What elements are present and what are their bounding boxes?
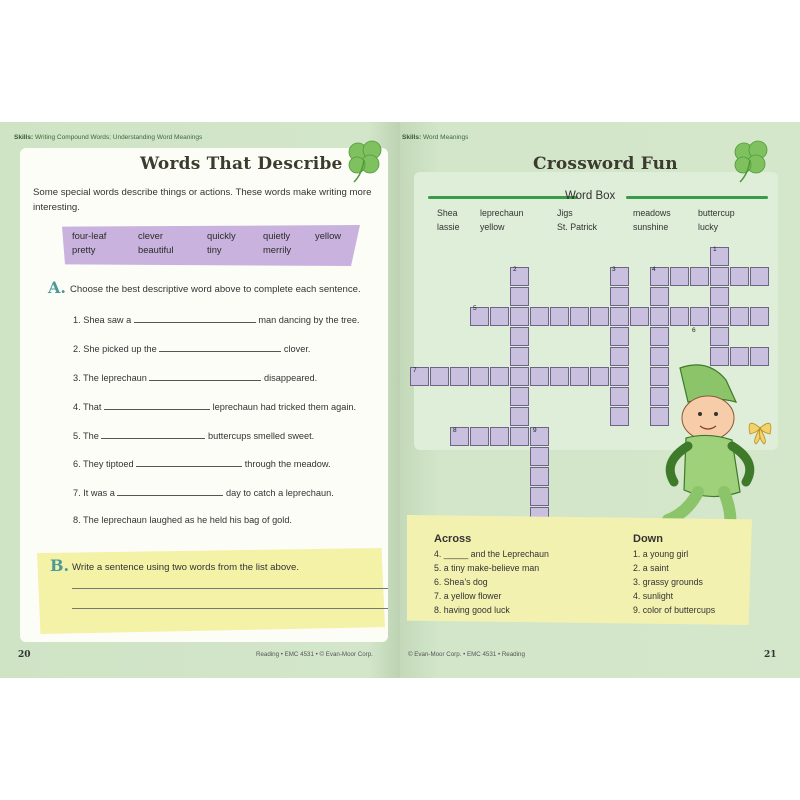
crossword-cell[interactable] [710, 327, 729, 346]
page-title-left: Words That Describe [140, 154, 343, 174]
writing-area-highlight [37, 548, 385, 634]
workbook-spread [0, 122, 800, 678]
word-box-title: Word Box [565, 190, 616, 202]
crossword-cell[interactable] [510, 407, 529, 426]
crossword-cell[interactable] [590, 367, 609, 386]
crossword-cell[interactable] [610, 367, 629, 386]
crossword-cell[interactable] [630, 307, 649, 326]
word-box-word: Jigs [557, 208, 573, 218]
down-clue: 2. a saint [633, 563, 669, 573]
crossword-cell[interactable] [710, 307, 729, 326]
crossword-cell[interactable] [730, 307, 749, 326]
sentence-8: 8. The leprechaun laughed as he held his bag of gold. [73, 515, 292, 525]
crossword-cell[interactable] [530, 307, 549, 326]
sentence-5: 5. The buttercups smelled sweet. [73, 431, 315, 441]
word-bank-word: clever [138, 230, 164, 241]
word-bank-word: yellow [315, 230, 342, 241]
right-skills-line: Skills: Word Meanings [402, 134, 469, 141]
intro-text: Some special words describe things or actions. These words make writing more interesting. [33, 187, 372, 213]
crossword-cell[interactable] [470, 427, 489, 446]
crossword-cell[interactable] [650, 327, 669, 346]
right-page [400, 122, 800, 678]
crossword-cell[interactable] [690, 267, 709, 286]
section-a-letter: A. [48, 278, 66, 297]
crossword-cell[interactable] [730, 267, 749, 286]
across-clue: 4. _____ and the Leprechaun [434, 549, 549, 559]
word-bank-word: tiny [207, 244, 222, 255]
word-box-word: St. Patrick [557, 222, 598, 232]
answer-blank[interactable] [104, 400, 210, 410]
crossword-cell[interactable] [750, 267, 769, 286]
page-number-right: 21 [764, 650, 777, 660]
answer-blank[interactable] [149, 371, 261, 381]
crossword-cell[interactable] [510, 347, 529, 366]
word-box-word: buttercup [698, 208, 735, 218]
crossword-cell[interactable] [610, 287, 629, 306]
crossword-cell[interactable] [710, 267, 729, 286]
crossword-cell[interactable] [710, 287, 729, 306]
section-b-instruction: Write a sentence using two words from the list above. [72, 562, 299, 573]
word-bank-word: merrily [263, 244, 292, 255]
sentence-1: 1. Shea saw a man dancing by the tree. [73, 315, 360, 325]
crossword-cell[interactable] [610, 307, 629, 326]
crossword-cell[interactable] [690, 307, 709, 326]
down-clue: 9. color of buttercups [633, 605, 716, 615]
word-bank-word: beautiful [138, 244, 174, 255]
crossword-cell[interactable] [650, 307, 669, 326]
crossword-cell[interactable] [530, 467, 549, 486]
crossword-cell[interactable] [530, 487, 549, 506]
down-clue: 1. a young girl [633, 549, 689, 559]
crossword-number: 2 [513, 266, 517, 273]
crossword-number: 3 [612, 266, 616, 273]
across-clue: 7. a yellow flower [434, 591, 502, 601]
crossword-cell[interactable] [610, 327, 629, 346]
crossword-cell[interactable] [610, 347, 629, 366]
wordbox-stroke-left [428, 196, 578, 199]
clover-icon [726, 136, 776, 186]
across-clue: 5. a tiny make-believe man [434, 563, 540, 573]
sentence-4: 4. That leprechaun had tricked them again. [73, 402, 357, 412]
crossword-cell[interactable] [550, 307, 569, 326]
crossword-cell[interactable] [490, 367, 509, 386]
crossword-cell[interactable] [750, 307, 769, 326]
crossword-cell[interactable] [650, 287, 669, 306]
crossword-cell[interactable] [490, 307, 509, 326]
word-box-word: lassie [437, 222, 460, 232]
word-box-word: lucky [698, 222, 719, 232]
crossword-cell[interactable] [510, 367, 529, 386]
word-box-word: sunshine [633, 222, 669, 232]
crossword-number: 1 [713, 246, 717, 253]
down-clue: 4. sunlight [633, 591, 674, 601]
crossword-cell[interactable] [510, 307, 529, 326]
answer-blank[interactable] [159, 342, 281, 352]
writing-line[interactable] [72, 608, 388, 609]
sentence-7: 7. It was a day to catch a leprechaun. [73, 488, 334, 498]
crossword-cell[interactable] [510, 327, 529, 346]
crossword-cell[interactable] [570, 307, 589, 326]
crossword-number: 5 [473, 305, 477, 312]
crossword-cell[interactable] [450, 367, 469, 386]
across-heading: Across [434, 533, 472, 545]
word-box-word: leprechaun [480, 208, 524, 218]
crossword-cell[interactable] [510, 287, 529, 306]
across-clue: 8. having good luck [434, 605, 510, 615]
crossword-number: 8 [453, 427, 457, 434]
crossword-cell[interactable] [530, 447, 549, 466]
down-heading: Down [633, 533, 663, 545]
crossword-cell[interactable] [550, 367, 569, 386]
word-bank-word: four-leaf [72, 230, 107, 241]
crossword-cell[interactable] [570, 367, 589, 386]
footer-left: Reading • EMC 4531 • © Evan-Moor Corp. [256, 651, 373, 658]
word-box-word: Shea [437, 208, 458, 218]
left-page [0, 122, 400, 678]
across-clue: 6. Shea’s dog [434, 577, 488, 587]
down-clue: 3. grassy grounds [633, 577, 703, 587]
crossword-cell[interactable] [510, 427, 529, 446]
sentence-2: 2. She picked up the clover. [73, 344, 311, 354]
word-box-word: meadows [633, 208, 671, 218]
crossword-cell[interactable] [610, 387, 629, 406]
crossword-cell[interactable] [470, 367, 489, 386]
crossword-cell[interactable] [610, 407, 629, 426]
crossword-cell[interactable] [430, 367, 449, 386]
clover-icon [340, 136, 390, 186]
answer-blank[interactable] [134, 313, 256, 323]
answer-blank[interactable] [136, 457, 242, 467]
word-bank-word: quietly [263, 230, 291, 241]
crossword-cell[interactable] [510, 387, 529, 406]
word-bank-word: pretty [72, 244, 96, 255]
crossword-number: 4 [652, 266, 656, 273]
section-a-instruction: Choose the best descriptive word above to complete each sentence. [70, 284, 361, 295]
sentence-6: 6. They tiptoed through the meadow. [73, 459, 331, 469]
wordbox-stroke-right [626, 196, 768, 199]
crossword-number: 6 [692, 327, 696, 334]
writing-line[interactable] [72, 588, 388, 589]
crossword-number: 7 [413, 367, 417, 374]
answer-blank[interactable] [117, 486, 223, 496]
word-box-word: yellow [480, 222, 505, 232]
leprechaun-illustration [628, 362, 788, 532]
crossword-cell[interactable] [590, 307, 609, 326]
sentence-3: 3. The leprechaun disappeared. [73, 373, 318, 383]
crossword-cell[interactable] [490, 427, 509, 446]
page-title-right: Crossword Fun [533, 154, 678, 174]
crossword-cell[interactable] [670, 267, 689, 286]
crossword-cell[interactable] [670, 307, 689, 326]
section-b-letter: B. [50, 556, 70, 575]
left-skills-line: Skills: Writing Compound Words; Understanding Word Meanings [14, 134, 203, 141]
crossword-cell[interactable] [530, 367, 549, 386]
footer-right: © Evan-Moor Corp. • EMC 4531 • Reading [408, 651, 525, 658]
crossword-number: 9 [533, 427, 537, 434]
word-bank-word: quickly [207, 230, 236, 241]
answer-blank[interactable] [101, 429, 205, 439]
page-number-left: 20 [18, 650, 31, 660]
